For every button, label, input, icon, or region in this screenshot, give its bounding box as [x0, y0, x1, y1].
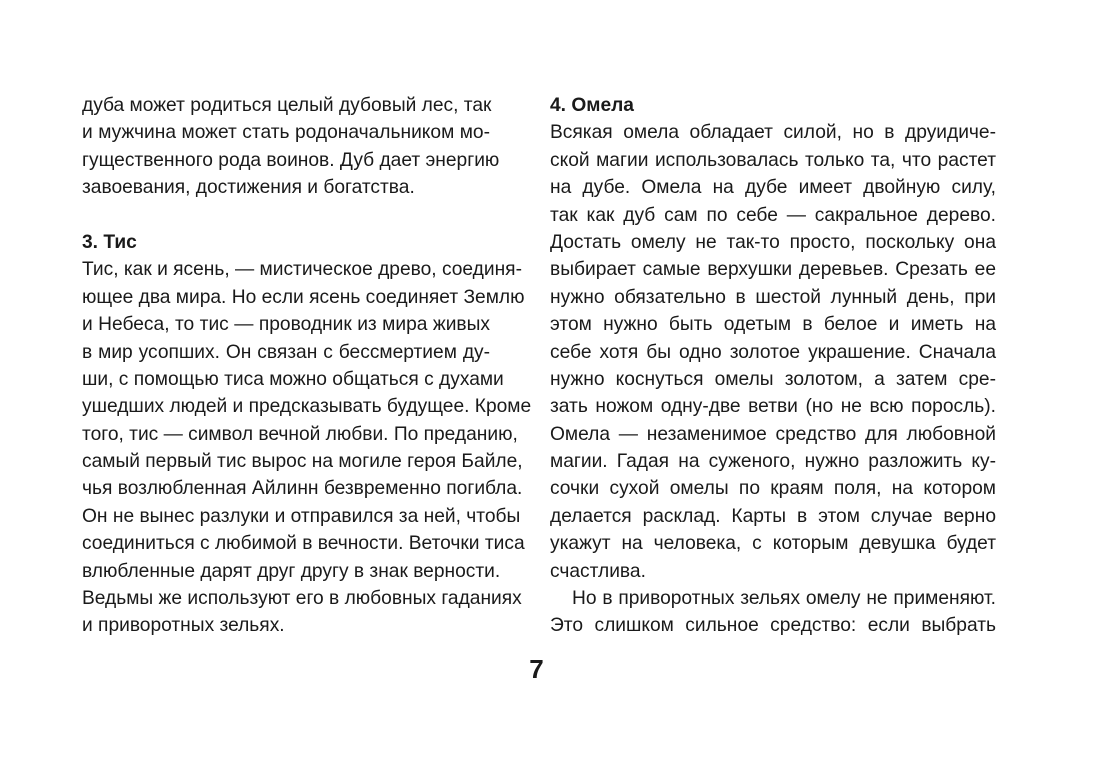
text-line: влюбленные дарят друг другу в знак верности. — [82, 560, 501, 582]
text-line: магии. Гадая на суженого, нужно разложить ку- — [550, 451, 996, 473]
text-line: Всякая омела обладает силой, но в друидиче- — [550, 122, 996, 144]
text-line: Но в приворотных зельях омелу не применяют. — [572, 588, 996, 610]
text-line: Тис, как и ясень, — мистическое древо, соединя- — [82, 259, 522, 281]
section-heading-mistletoe: 4. Омела — [550, 95, 634, 116]
text-line: и мужчина может стать родоначальником мо- — [82, 122, 490, 144]
text-line: завоевания, достижения и богатства. — [82, 177, 415, 199]
text-line: в мир усопших. Он связан с бессмертием ду- — [82, 341, 490, 363]
text-line: Омела — незаменимое средство для любовной — [550, 423, 996, 445]
text-line: и Небеса, то тис — проводник из мира живых — [82, 314, 490, 336]
text-line: делается расклад. Карты в этом случае верно — [550, 505, 996, 527]
page-number-label: 7 — [529, 654, 544, 684]
section-heading-yew: 3. Тис — [82, 231, 137, 253]
text-line: себе хотя бы одно золотое украшение. Сначала — [550, 341, 996, 363]
paragraph-gap — [82, 202, 490, 229]
text-line: Он не вынес разлуки и отправился за ней, чтобы — [82, 505, 521, 527]
text-line: Ведьмы же используют его в любовных гаданиях — [82, 588, 522, 610]
text-line: гущественного рода воинов. Дуб дает энергию — [82, 149, 500, 171]
page-number — [0, 654, 1093, 685]
text-line: дуба может родиться целый дубовый лес, так — [82, 95, 492, 116]
text-line: выбирает самые верхушки деревьев. Срезать ее — [550, 259, 996, 281]
text-line: самый первый тис вырос на могиле героя Байле, — [82, 451, 523, 473]
text-line: этом нужно быть одетым в белое и иметь на — [550, 314, 996, 336]
text-line: Достать омелу не так-то просто, поскольку она — [550, 231, 996, 253]
text-line: соединиться с любимой в вечности. Веточки тиса — [82, 533, 525, 555]
text-line: зать ножом одну-две ветви (но не всю поросль). — [550, 396, 996, 418]
text-line: ской магии использовалась только та, что растет — [550, 149, 996, 171]
text-line: ши, с помощью тиса можно общаться с духами — [82, 368, 504, 390]
text-line: Это слишком сильное средство: если выбрать — [550, 615, 996, 637]
text-line: нужно коснуться омелы золотом, а затем сре- — [550, 368, 996, 390]
text-line: ушедших людей и предсказывать будущее. Кроме — [82, 396, 532, 418]
text-line: так как дуб сам по себе — сакральное дерево. — [550, 204, 996, 226]
text-line: чья возлюбленная Айлинн безвременно погибла. — [82, 478, 523, 500]
right-column — [550, 92, 996, 640]
left-column — [82, 92, 532, 640]
text-line: того, тис — символ вечной любви. По преданию, — [82, 423, 518, 445]
text-line: на дубе. Омела на дубе имеет двойную силу, — [550, 177, 996, 199]
text-line: нужно обязательно в шестой лунный день, при — [550, 286, 996, 308]
text-line: и приворотных зельях. — [82, 615, 285, 637]
text-line: сочки сухой омелы по краям поля, на котором — [550, 478, 996, 500]
text-line: укажут на человека, с которым девушка будет — [550, 533, 996, 555]
text-line: ющее два мира. Но если ясень соединяет Землю — [82, 286, 525, 308]
text-line: счастлива. — [550, 560, 646, 582]
